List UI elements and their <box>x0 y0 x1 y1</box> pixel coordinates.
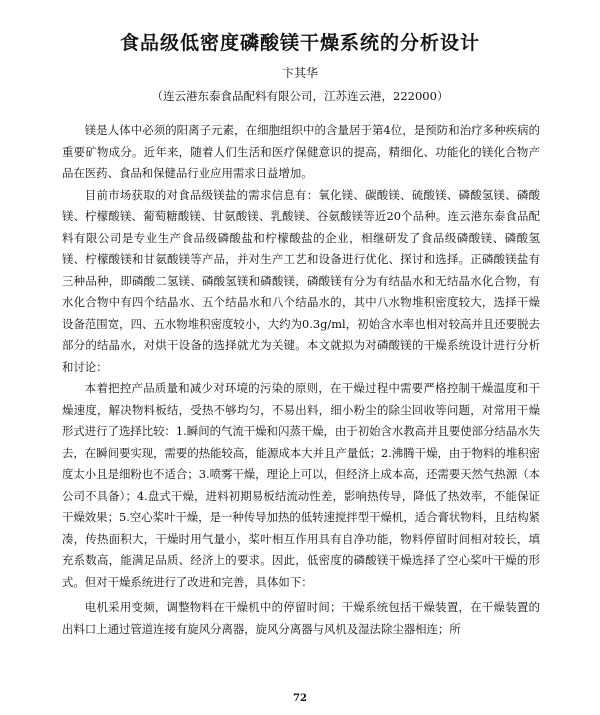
paragraph-system-design: 电机采用变频，调整物料在干燥机中的停留时间；干燥系统包括干燥装置，在干燥装置的出料口上通过管道连接有旋风分离器，旋风分离器与风机及湿法除尘器相连；所 <box>62 600 540 636</box>
author-affiliation: （连云港东泰食品配料有限公司，江苏连云港，222000） <box>151 89 449 103</box>
paragraph-market: 目前市场获取的对食品级镁盐的需求信息有：氧化镁、碳酸镁、硫酸镁、磷酸氢镁、磷酸镁、柠檬酸镁、葡萄糖酸镁、甘氨酸镁、乳酸镁、谷氨酸镁等近20个品种。连云港东泰食品配料有限公司是专业生产食品级磷酸盐和柠檬酸盐的企业，相继研发了食品级磷酸镁、磷酸氢镁、柠檬酸镁和甘氨酸镁等产品，并对生产工艺和设备进行优化、探讨和选择。正磷酸镁盐有三种品种，即磷酸二氢镁、磷酸氢镁和磷酸镁，磷酸镁有分为有结晶水和无结晶水化合物，有水化合物中有四个结晶水、五个结晶水和八个结晶水的，其中八水物堆积密度较大，选择干燥设备范围宽，四、五水物堆积密度较小，大约为0.3g/ml，初始含水率也相对较高并且还要脱去部分的结晶水，对烘干设备的选择就尤为关键。本文就拟为对磷酸镁的干燥系统设计进行分析和讨论： <box>62 187 540 374</box>
page-number: 72 <box>293 693 307 704</box>
article-body <box>62 120 540 640</box>
paragraph-drying-selection: 本着把控产品质量和减少对环境的污染的原则，在干燥过程中需要严格控制干燥温度和干燥速度，解决物料板结，受热不够均匀，不易出料，细小粉尘的除尘回收等问题，对常用干燥形式进行了选择比较：1.瞬间的气流干燥和闪蒸干燥，由于初始含水教高并且要使部分结晶水失去，在瞬间要实现，需要的热能较高，能源成本大并且产量低；2.沸腾干燥，由于物料的堆积密度太小且是细粉也不适合；3.喷雾干燥，理论上可以，但经济上成本高，还需要天然气热源（本公司不具备）；4.盘式干燥，进料初期易板结流动性差，影响热传导，降低了热效率，不能保证干燥效果；5.空心桨叶干燥，是一种传导加热的低转速搅拌型干燥机，适合膏状物料，且结构紧凑，传热面积大，干燥时用气量小，桨叶相互作用具有自净功能，物料停留时间相对较长，填充系数高，能满足品质、经济上的要求。因此，低密度的磷酸镁干燥选择了空心桨叶干燥的形式。但对干燥系统进行了改进和完善，具体如下： <box>62 381 540 589</box>
paper-title: 食品级低密度磷酸镁干燥系统的分析设计 <box>119 32 480 54</box>
author-name: 卞其华 <box>281 66 318 80</box>
paragraph-intro: 镁是人体中必须的阳离子元素，在细胞组织中的含量居于第4位，是预防和治疗多种疾病的重要矿物成分。近年来，随着人们生活和医疗保健意识的提高，精细化、功能化的镁化合物产品在医药、食品和保健品行业应用需求日益增加。 <box>62 123 540 180</box>
